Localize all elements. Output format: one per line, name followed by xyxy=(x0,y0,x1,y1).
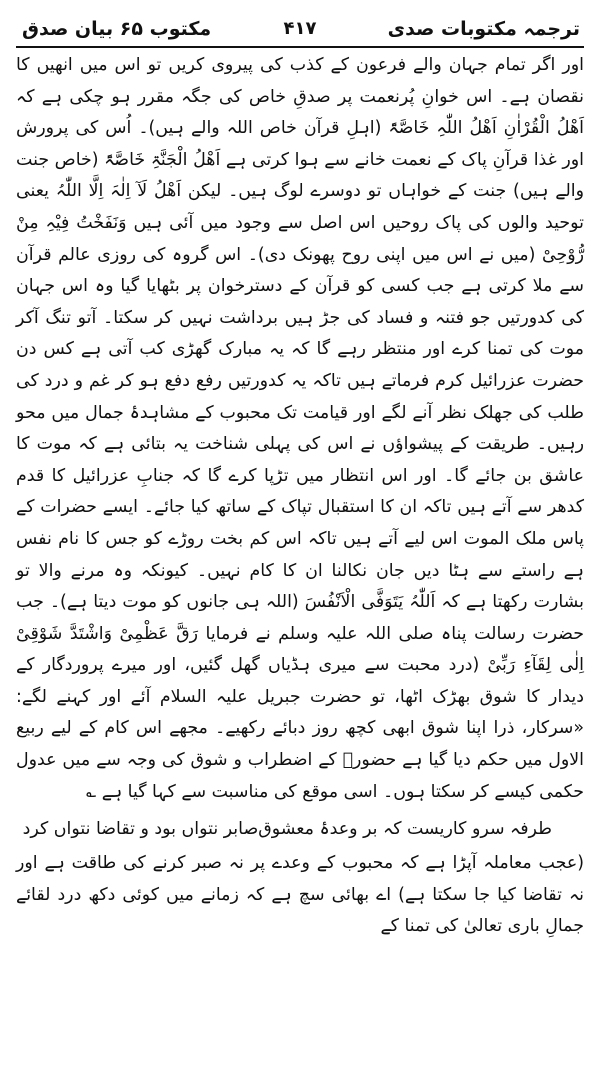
letter-title: مکتوب ۶۵ بیان صدق xyxy=(22,18,212,40)
paragraph-main: اور اگر تمام جہان والے فرعون کے کذب کی پیروی کریں تو اس میں انھیں کا نقصان ہے۔ اس خوانِ پُرنعمت پر صدقِ خاص کی جگہ مقرر ہو چکی ہے کہ اَھْلُ الْقُرْاٰنِ اَھْلُ اللّٰہِ خَاصَّۃً (اہلِ قرآن خاص اللہ والے ہیں)۔ اُس کی پرورش اور غذا قرآنِ پاک کے نعمت خانے سے ہوا کرتی ہے اَھْلُ الْجَنَّۃِ خَاصَّۃً (خاص جنت والے ہیں) جنت کے خواہاں تو دوسرے لوگ ہیں۔ لیکن اَھْلُ لَآ اِلٰہَ اِلَّا اللّٰہُ یعنی توحید والوں کی پاک روحیں اس اصل سے وجود میں آئی ہیں وَنَفَخْتُ فِیْہِ مِنْ رُّوْحِیْ (میں نے اس میں اپنی روح پھونک دی)۔ اس گروہ کی روزی عالم قرآن سے ملا کرتی ہے جب کسی کو قرآن کے دسترخوان پر بٹھایا گیا وہ اس جہان کی کدورتیں جو فتنہ و فساد کی جڑ ہیں برداشت نہیں کر سکتا۔ آتو تنگ آکر موت کی تمنا کرے اور منتظر رہے گا کہ یہ مبارک گھڑی کب آتی ہے کس دن حضرت عزرائیل کرم فرماتے ہیں تاکہ یہ کدورتیں رفع دفع ہو کر غم و درد کی طلب کی جھلک نظر آنے لگے اور قیامت تک محبوب کے مشاہدۂ جمال میں محو رہیں۔ طریقت کے پیشواؤں نے اس کی پہلی شناخت یہ بتائی ہے کہ موت کا عاشق بن جائے گا۔ اور اس انتظار میں تڑپا کرے گا کہ جنابِ عزرائیل کا قدم کدھر سے آتے ہیں تاکہ ان کا استقبال تپاک کے ساتھ کیا جائے۔ ایسے حضرات کے پاس ملک الموت اس لیے آتے ہیں تاکہ اس کم بخت روڑے کو جس کا نام نفس ہے راستے سے ہٹا دیں جان نکالنا ان کا کام نہیں۔ کیونکہ وہ مرنے والا تو بشارت رکھتا ہے کہ اَللّٰہُ یَتَوَفَّی الْاَنْفُسَ (اللہ ہی جانوں کو موت دیتا ہے)۔ جب حضرت رسالت پناہ صلی اللہ علیہ وسلم نے فرمایا رَقَّ عَظْمِیْ وَاشْتَدَّ شَوْقِیْ اِلٰی لِقَآءِ رَبِّیْ (درد محبت سے میری ہڈیاں گھل گئیں، اور میرے پروردگار کے دیدار کا شوق بھڑک اٹھا، تو حضرت جبریل علیہ السلام آئے اور کہنے لگے: «سرکار، ذرا اپنا شوق ابھی کچھ روز دبائے رکھیے۔ مجھے اس کام کے لیے ربیع الاول میں حکم دیا گیا ہے حضورؐ کے اضطراب و شوق کی وجہ سے میں عدول حکمی کیسے کر سکتا ہوں۔ اسی موقع کی مناسبت سے کہا گیا ہے ؎ xyxy=(16,55,584,802)
body-text-continued xyxy=(14,848,586,943)
book-title: ترجمہ مکتوبات صدی xyxy=(387,18,580,40)
persian-verse xyxy=(14,812,586,846)
header-rule xyxy=(16,46,584,48)
verse-first-hemistich: طرفہ سرو کاریست کہ بر وعدۂ معشوق xyxy=(258,819,552,840)
paragraph-translation: (عجب معاملہ آپڑا ہے کہ محبوب کے وعدے پر نہ صبر کرنے کی طاقت ہے اور نہ تقاضا کیا جا سکتا ہے) اے بھائی سچ ہے کہ زمانے میں کوئی دکھ درد لقائے جمالِ باری تعالیٰ کی تمنا کے xyxy=(16,853,584,937)
page-number: ۴۱۷ xyxy=(283,18,317,39)
verse-second-hemistich: صابر نتواں بود و تقاضا نتواں کرد xyxy=(22,819,259,840)
body-text xyxy=(14,50,586,808)
page-header xyxy=(14,6,586,50)
